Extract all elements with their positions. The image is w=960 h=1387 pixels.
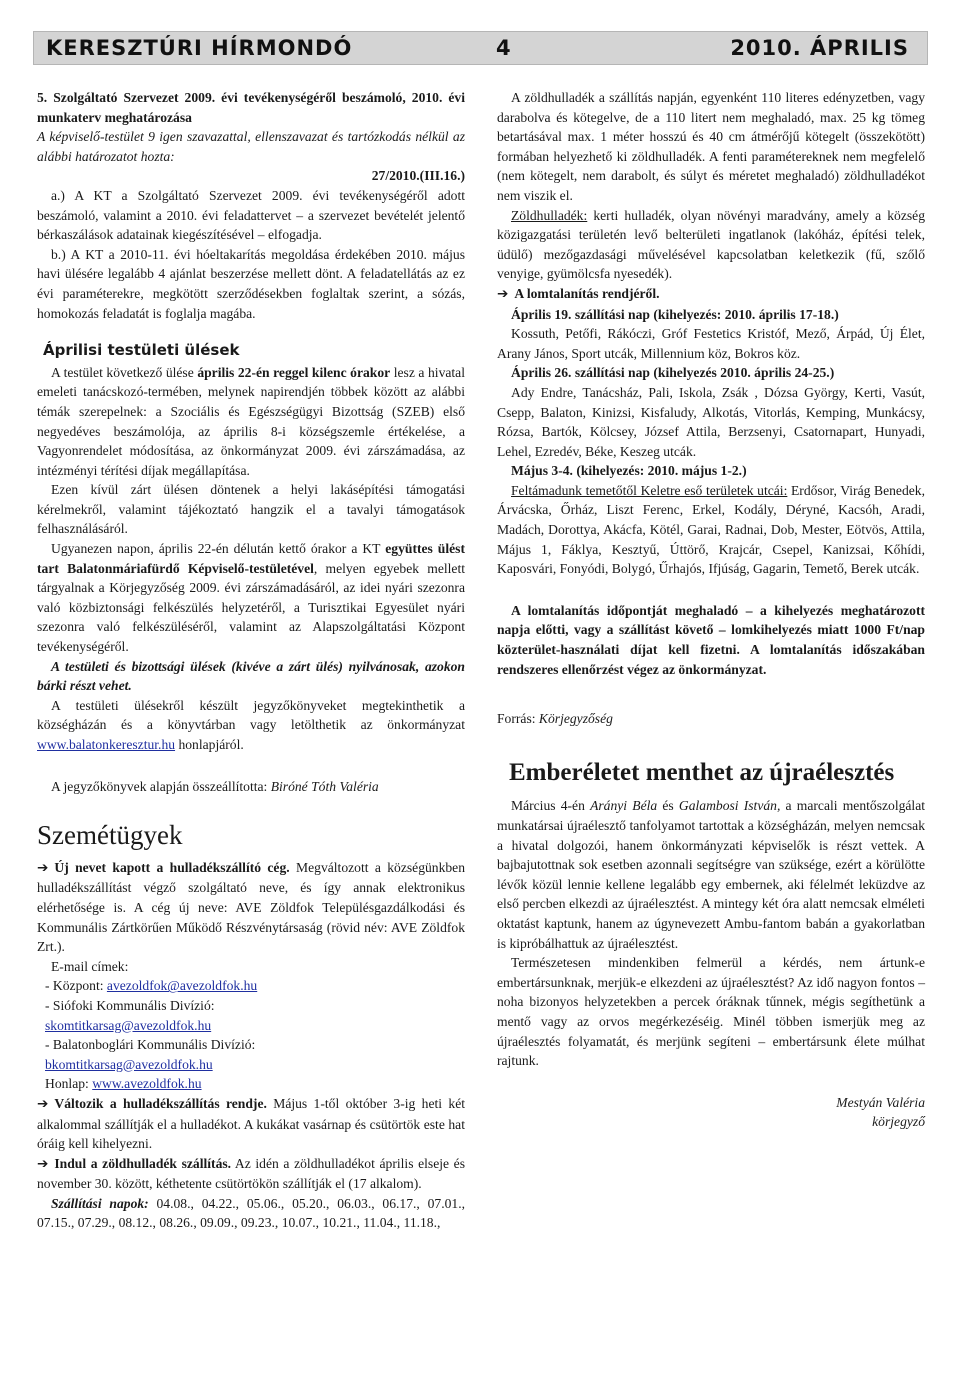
signature-name: Mestyán Valéria [836, 1094, 925, 1110]
meetings-p5 [37, 696, 465, 755]
streets-3 [497, 481, 925, 579]
homepage-link[interactable]: www.avezoldfok.hu [92, 1076, 202, 1092]
newspaper-title: KERESZTÚRI HÍRMONDÓ [46, 36, 353, 60]
text: és [657, 798, 679, 814]
text: Az idén a zöldhulladékot április elseje és november 30. között, kéthetente csütörtökön szállítják el (17 alkalom). [37, 1155, 465, 1192]
email-siofok-label: - Siófoki Kommunális Divízió: [45, 997, 215, 1013]
source [497, 709, 925, 729]
resuscitation-p1 [497, 796, 925, 953]
vote-text: A képviselő-testület 9 igen szavazattal, ellenszavazat és tartózkodás nélkül az alábbi határozatot hozta: [37, 129, 465, 164]
waste-p1 [37, 858, 465, 957]
email-link-kozpont[interactable]: avezoldfok@avezoldfok.hu [106, 978, 258, 994]
arrow-right-icon: ➔ [497, 285, 509, 302]
arrow-right-icon: ➔ [37, 1095, 49, 1112]
text: a marcali mentőszolgálat munkatársai újraélesztő tanfolyamot tartottak a községházán, melyen nemcsak a hivatal dolgozói, hanem önkormányzati képviselők is részt vettek. A bajbajutottnak sok esetben azonnali segítségre van szüksége, ezért a körülötte lévők közül lennie kellene legalább egy embernek, aki félelmét leküzdve az első percben elkezdi az újraélesztést. A mintegy két óra alatt nemcsak elméleti oktatást kaptunk, hanem az úgynevezett Ambu-fantom babán a gyakorlatban is kipróbálhattuk az újraélesztést. [497, 798, 926, 951]
resolution-a: a.) A KT a Szolgáltató Szervezet 2009. évi tevékenységéről adott beszámoló, valamint a 2010. évi feladattervet – a szervezet bevételét jelentő bérkaszálások adatainak kiegészítésével – elfogadja. [37, 187, 465, 243]
text: , melyen egyebek mellett tárgyalnak a Körjegyzőség 2009. évi zárszámadásáról, az idei nyári szezonra való közbiztonsági felkészülés helyzetéről, a Turisztikai Egyesület nyári szezonra való felkészüléséről, valamint az Alapszolgáltatási Központ tevékenységéről. [37, 560, 465, 655]
text: Honlap: [45, 1076, 93, 1092]
text: Ugyanezen napon, április 22-én délután kettő órakor a KT [51, 541, 386, 557]
email-link-siofok[interactable]: skomtitkarsag@avezoldfok.hu [45, 1017, 212, 1033]
arrow-right-icon: ➔ [37, 859, 49, 876]
text: A testületi ülésekről készült jegyzőkönyveket megtekinthetik a községházán és a könyvtárban vagy letölthetik az önkormányzat [37, 697, 465, 733]
joint-meeting: együttes ülést tart Balatonmáriafürdő Képviselő-testületével [37, 541, 465, 576]
streets-2: Ady Endre, Tanácsház, Pali, Iskola, Zsák , Dózsa György, Kerti, Vasút, Csepp, Balaton, Kinizsi, Kisfaludy, Alkotás, Vitorlás, Kemping, Munkácsy, Rózsa, Bartók, Kölcsey, József Attila, Berzsenyi, Csatornapart, Hunyadi, Lehel, Ezredév, Béke, Keszeg utcák. [497, 384, 925, 459]
website-link[interactable]: www.balatonkeresztur.hu [37, 737, 176, 752]
text: Új nevet kapott a hulladékszállító cég. [54, 859, 290, 875]
text: A testület következő ülése [51, 364, 198, 380]
resuscitation-p2: Természetesen mindenkiben felmerül a kérdés, nem ártunk-e embertársunknak, merjük-e elkezdeni az újraélesztést? Az idő nagyon fontos – noha bizonyos helyzetekben a percek óráknak tűnnek, mégis segíthetünk a mentő vagy az orvos megérkezéséig. Minél többen ismerjük meg az újraélesztés folyamatát, és merjünk segíteni – embertársunk élete múlhat rajtunk. [497, 955, 925, 1069]
text: A jegyzőkönyvek alapján összeállította: [51, 778, 271, 794]
text: Forrás: [497, 711, 539, 727]
cleanup-heading [497, 284, 925, 305]
text: A lomtalanítás rendjéről. [514, 285, 660, 301]
email-link-boglar[interactable]: bkomtitkarsag@avezoldfok.hu [45, 1056, 213, 1072]
text: Változik a hulladékszállítás rendje. [54, 1095, 267, 1111]
green-waste-p1: A zöldhulladék a szállítás napján, egyenként 110 literes edényzetben, vagy darabolva és kötegelve, de a 110 litert nem meghaladó, max. 25 kg tömeg betartásával max. 1 méter hosszú és 40 cm átmérőjű kötegelt (összekötött) formában helyezhető ki zöldhulladék. A fenti paramétereknek nem megfelelő (nem kötegelt, nem darabolt, és súlyt és méretet meghaladó) zöldhulladékot nem viszik el. [497, 90, 925, 203]
issue-date: 2010. ÁPRILIS [730, 36, 909, 60]
email-boglar-label: - Balatonboglári Kommunális Divízió: [45, 1037, 256, 1053]
resolution-b: b.) A KT a 2010-11. évi hóeltakarítás megoldása érdekében 2010. május havi ülésére legalább 4 ajánlat beszerzése mellett dönt. A feladatellátás az ez évi paraméterekre, megkötött szerződésekben foglaltak szerint, a sózás, homokozás feladatát is foglalja magába. [37, 246, 465, 321]
arrow-right-icon: ➔ [37, 1155, 49, 1172]
text: Indul a zöldhulladék szállítás. [54, 1155, 232, 1171]
public-notice: A testületi és bizottsági ülések (kivéve a zárt ülés) nyilvánosak, azokon bárki részt vehet. [37, 658, 465, 694]
homepage [37, 1074, 465, 1094]
page-number: 4 [496, 36, 512, 60]
email-heading: E-mail címek: [51, 958, 129, 974]
email-kozpont [37, 976, 465, 996]
waste-p2 [37, 1094, 465, 1154]
meetings-p2: Ezen kívül zárt ülésen döntenek a helyi lakásépítési támogatási kérelmekről, valamint tájékoztató hangzik el a tavalyi támogatások felhasználásáról. [37, 482, 465, 537]
collection-days [37, 1194, 465, 1233]
resolution-ref: 27/2010.(III.16.) [371, 168, 465, 184]
text: Feltámadunk temetőtől Keletre eső területek utcái: [511, 482, 788, 498]
date-2: Április 26. szállítási nap (kihelyezés 2010. április 24-25.) [511, 365, 835, 381]
date-3: Május 3-4. (kihelyezés: 2010. május 1-2.) [511, 463, 747, 479]
waste-p3 [37, 1154, 465, 1194]
text: Megváltozott a községünkben hulladékszállítást végző szolgáltató neve, és így annak elektronikus elérhetősége is. A cég új neve: AVE Zöldfok Településgazdálkodási és Kommunális Zártkörűen Működő Részvénytársaság (rövid név: AVE Zöldfok Zrt.). [37, 859, 466, 955]
text: lesz a hivatal emeleti tanácskozó-termében, melynek napirendjén többek között az alábbi témák szerepelnek: a Szociális és Egészségügyi Bizottság (SZEB) első negyedéves beszámolója, az április 8-i községszemle értékelése, a Vagyonrendelet módosítása, az önkormányzat 2009. évi zárszámadása, az intézményi térítési díjak megállapítása. [37, 364, 465, 478]
text: Arányi Béla [590, 798, 658, 814]
meetings-heading: Áprilisi testületi ülések [43, 341, 240, 360]
page-header [33, 31, 928, 65]
text: Szállítási napok: [51, 1195, 149, 1211]
section-5-title: 5. Szolgáltató Szervezet 2009. évi tevékenységéről beszámoló, 2010. évi munkaterv meghatározása [37, 90, 465, 125]
resuscitation-heading: Emberéletet menthet az újraélesztés [509, 758, 895, 786]
streets-1: Kossuth, Petőfi, Rákóczi, Gróf Festetics Kristóf, Mező, Árpád, Új Élet, Arany János, Sport utcák, Millennium köz, Bokros köz. [497, 326, 925, 361]
right-column [497, 88, 925, 1132]
text: Erdősor, Virág Benedek, Árvácska, Őrház, Liszt Ferenc, Erkel, Kodály, Déryné, Kacsóh, Aradi, Madách, Dorottya, Akácfa, Kötél, Garai, Radnai, Dob, Mester, Eötvös, Attila, Május 1, Fáklya, Kesztyű, Úttörő, Krajcár, Csepel, Kanizsai, Kőhídi, Kaposvári, Fonyódi, Bolygó, Űrhajós, Ifjúság, Gagarin, Temető, Berek utcák. [497, 482, 925, 577]
fee-warning: A lomtalanítás időpontját meghaladó – a kihelyezés meghatározott napja előtti, vagy a szállítást követő – lomkihelyezés miatt 1000 Ft/nap közterület-használati díjat kell fizetni. A lomtalanítás időszakában rendszeres ellenőrzést végez az önkormányzat. [497, 602, 925, 677]
signature-role: körjegyző [872, 1114, 925, 1130]
green-waste-def [497, 206, 925, 284]
text: 04.08., 04.22., 05.06., 05.20., 06.03., 06.17., 07.01., 07.15., 07.29., 08.12., 08.26., 09.09., 09.23., 10.07., 10.21., 11.04., 11.18., [37, 1195, 466, 1231]
waste-heading: Szemétügyek [37, 820, 183, 851]
meetings-p3 [37, 539, 465, 657]
text: Körjegyzőség [538, 711, 613, 727]
left-column [37, 88, 465, 1233]
text: Május 1-től október 3-ig heti két alkalommal szállítják el a hulladékot. A kukákat vasárnap és csütörtök este hat óráig kell kihelyezni. [37, 1095, 465, 1152]
text: kerti hulladék, olyan növényi maradvány, amely a község közigazgatási területén levő belterületi ingatlanok (lakóház, építési telek, üdülő) mezőgazdasági művelésével kapcsolatban keletkezik (fű, szőlő venyige, gyümölcsfa nyesedék). [497, 207, 925, 282]
meetings-p1 [37, 363, 465, 481]
date-1: Április 19. szállítási nap (kihelyezés: 2010. április 17-18.) [511, 306, 839, 322]
compiler-name: Biróné Tóth Valéria [270, 778, 379, 794]
text: - Központ: [45, 978, 107, 994]
text: Zöldhulladék: [511, 207, 588, 223]
meeting-time: április 22-én reggel kilenc órakor [197, 364, 391, 380]
compiled-by [37, 777, 465, 797]
text: honlapjáról. [175, 737, 244, 752]
text: Galambosi István, [678, 798, 781, 814]
text: Március 4-én [511, 798, 591, 814]
